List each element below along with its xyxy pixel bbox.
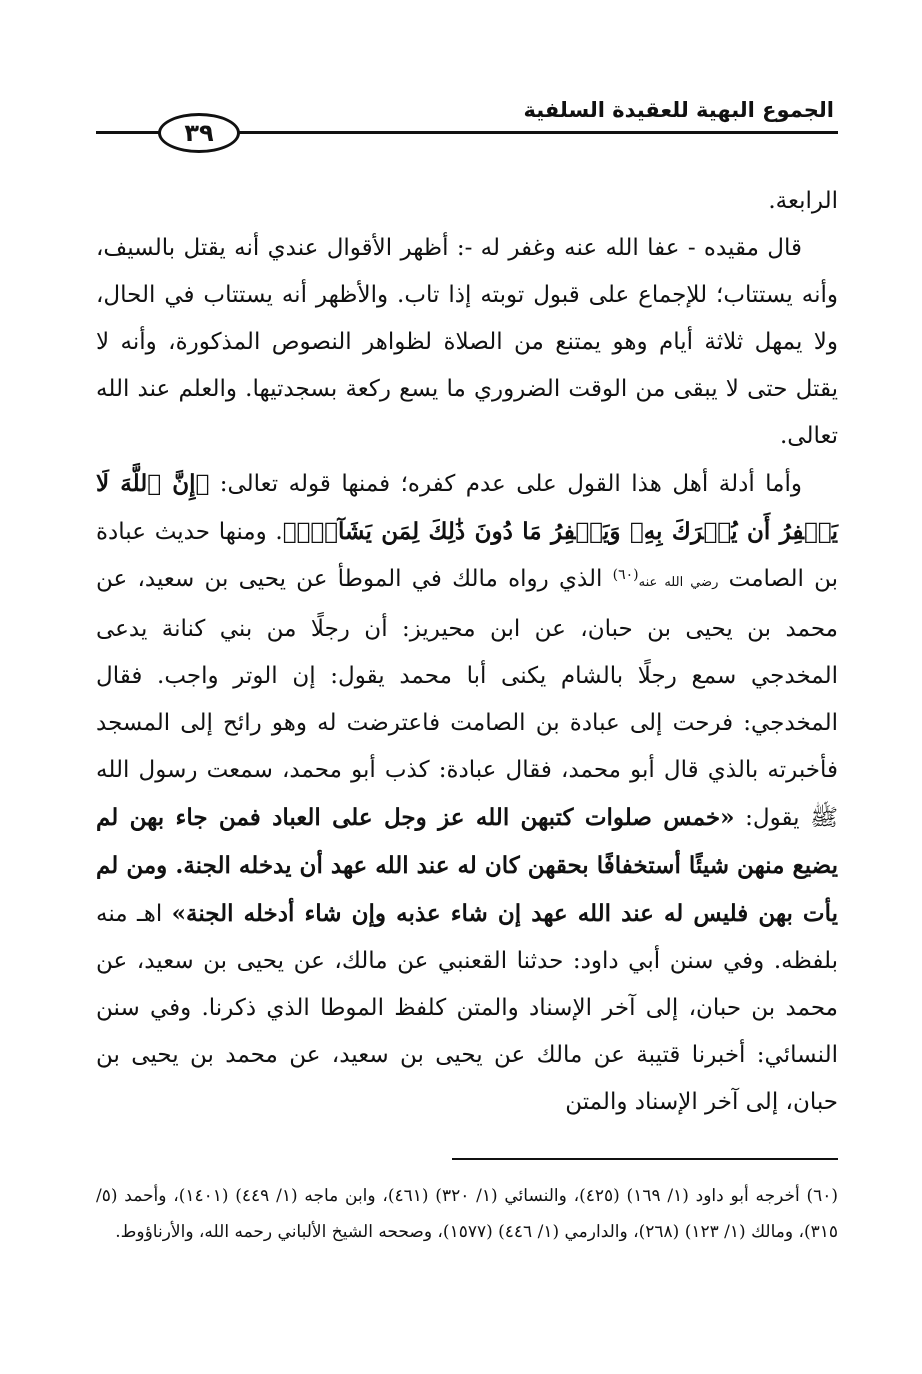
quran-verse: ﴿إِنَّ ٱللَّهَ لَا يَغۡفِرُ أَن يُشۡرَكَ بِهِۦ وَيَغۡفِرُ مَا دُونَ ذَٰلِكَ لِمَن يَشَآءُۚ﴾ [96, 470, 838, 545]
footnote-rule [452, 1158, 838, 1160]
footnote-60: (٦٠) أخرجه أبو داود (١/ ١٦٩) (٤٢٥)، والنسائي (١/ ٣٢٠) (٤٦١)، وابن ماجه (١/ ٤٤٩) (١٤٠١)، وأحمد (٥/ ٣١٥)، ومالك (١/ ١٢٣) (٢٦٨)، والدارمي (١/ ٤٤٦) (١٥٧٧)، وصححه الشيخ الألباني رحمه الله، والأرناؤوط. [96, 1186, 838, 1242]
hadith-text: «خمس صلوات كتبهن الله عز وجل على العباد فمن جاء بهن لم يضيع منهن شيئًا أستخفافًا بحقهن كان له عند الله عهد أن يدخله الجنة. ومن لم يأت بهن فليس له عند الله عهد إن شاء عذبه وإن شاء أدخله الجنة» [96, 804, 838, 927]
paragraph-3-intro: وأما أدلة أهل هذا القول على عدم كفره؛ فمنها قوله تعالى: [219, 471, 802, 497]
salawat-mark: ﷺ [810, 805, 838, 831]
footnotes [96, 1178, 838, 1250]
main-text [96, 178, 838, 1126]
paragraph-3-text-b: الذي رواه مالك في الموطأ عن يحيى بن سعيد، عن محمد بن يحيى بن حبان، عن ابن محيريز: أن رجلًا من بني كنانة يدعى المخدجي سمع رجلًا بالشام يكنى أبا محمد يقول: إن الوتر واجب. فقال المخدجي: فرحت إلى عبادة بن الصامت فاعترضت له وهو رائح إلى المسجد فأخبرته بالذي قال أبو محمد، فقال عبادة: كذب أبو محمد، سمعت رسول الله [96, 566, 838, 783]
paragraph-3-text-d: اهـ منه بلفظه. وفي سنن أبي داود: حدثنا القعنبي عن مالك، عن يحيى بن سعيد، عن محمد بن حبان، إلى آخر الإسناد والمتن كلفظ الموطا الذي ذكرنا. وفي سنن النسائي: أخبرنا قتيبة عن مالك عن يحيى بن سعيد، عن محمد بن يحيى بن حبان، إلى آخر الإسناد والمتن [96, 901, 838, 1115]
running-header: الجموع البهية للعقيدة السلفية [523, 98, 834, 122]
paragraph-1: الرابعة. [768, 188, 838, 214]
honorific-mark: رضي الله عنه [638, 575, 719, 590]
paragraph-2: قال مقيده - عفا الله عنه وغفر له -: أظهر الأقوال عندي أنه يقتل بالسيف، وأنه يستتاب؛ للإجماع على قبول توبته إذا تاب. والأظهر أنه يستتاب في الحال، ولا يمهل ثلاثة أيام وهو يمتنع من الصلاة لظواهر النصوص المذكورة، وأنه لا يقتل حتى لا يبقى من الوقت الضروري ما يسع ركعة بسجدتيها. والعلم عند الله تعالى. [96, 235, 838, 449]
paragraph-3-text-a: . ومنها حديث عبادة بن الصامت [96, 519, 838, 592]
paragraph-3 [96, 460, 838, 1126]
footnote-ref-60: (٦٠) [612, 567, 639, 583]
page-number-badge: ٣٩ [158, 113, 240, 153]
paragraph-3-text-c: يقول: [734, 805, 811, 831]
